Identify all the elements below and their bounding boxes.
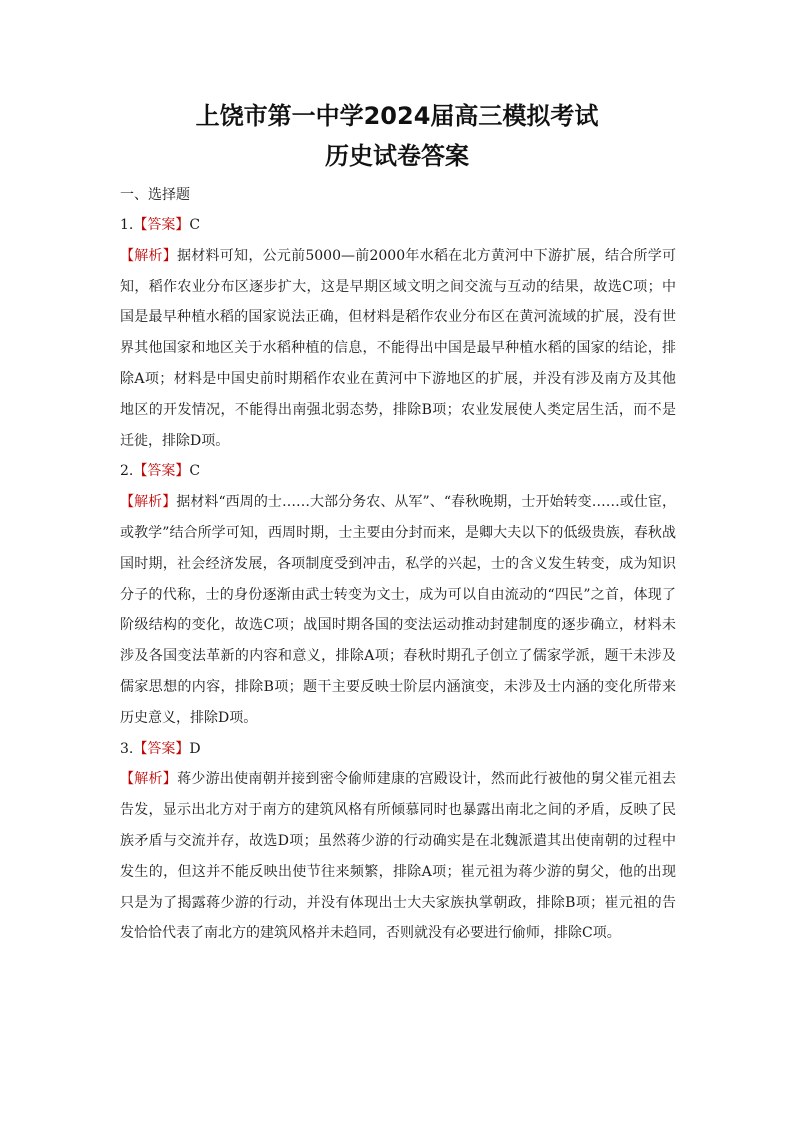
section-heading: 一、选择题 [120, 187, 190, 203]
question-header [120, 456, 676, 487]
analysis-text: 蒋少游出使南朝并接到密令偷师建康的宫殿设计，然而此行被他的舅父崔元祖去告发，显示出北方对于南方的建筑风格有所倾慕同时也暴露出南北之间的矛盾，反映了民族矛盾与交流并存，故选D项；虽然蒋少游的行动确实是在北魏派遣其出使南朝的过程中发生的，但这并不能反映出使节往来频繁，排除A项；崔元祖为蒋少游的舅父，他的出现只是为了揭露蒋少游的行动，并没有体现出士大夫家族执掌朝政，排除B项；崔元祖的告发恰恰代表了南北方的建筑风格并未趋同，否则就没有必要进行偷师，排除C项。 [120, 771, 677, 942]
question-number: 2. [120, 463, 134, 480]
exam-subtitle: 历史试卷答案 [325, 142, 469, 170]
answer-value: C [189, 463, 201, 480]
question-item [120, 210, 676, 456]
answer-value: C [189, 217, 201, 233]
answer-label: 【答案】 [133, 217, 190, 233]
questions-list [120, 210, 676, 949]
analysis-text: 据材料“西周的士……大部分务农、从军”、“春秋晚期，士开始转变……或仕宦，或教学”结合所学可知，西周时期，士主要由分封而来，是卿大夫以下的低级贵族，春秋战国时期，社会经济发展，各项制度受到冲击，私学的兴起，士的含义发生转变，成为知识分子的代称，士的身份逐渐由武士转变为文士，成为可以自由流动的“四民”之首，体现了阶级结构的变化，故选C项；战国时期各国的变法运动推动封建制度的逐步确立，材料未涉及各国变法革新的内容和意义，排除A项；春秋时期孔子创立了儒家学派，题干未涉及儒家思想的内容，排除B项；题干主要反映士阶层内涵演变，未涉及士内涵的变化所带来历史意义，排除D项。 [120, 494, 676, 726]
question-item [120, 734, 676, 950]
question-header [120, 734, 676, 765]
analysis-label: 【解析】 [120, 247, 178, 264]
question-item [120, 456, 676, 733]
analysis-text: 据材料可知，公元前5000—前2000年水稻在北方黄河中下游扩展，结合所学可知，稻作农业分布区逐步扩大，这是早期区域文明之间交流与互动的结果，故选C项；中国是最早种植水稻的国家说法正确，但材料是稻作农业分布区在黄河流域的扩展，没有世界其他国家和地区关于水稻种植的信息，不能得出中国是最早种植水稻的国家的结论，排除A项；材料是中国史前时期稻作农业在黄河中下游地区的扩展，并没有涉及南方及其他地区的开发情况，不能得出南强北弱态势，排除B项；农业发展使人类定居生活，而不是迁徙，排除D项。 [120, 247, 676, 449]
analysis-label: 【解析】 [120, 771, 178, 788]
analysis-label: 【解析】 [120, 494, 177, 511]
answer-label: 【答案】 [133, 740, 190, 757]
answer-label: 【答案】 [133, 463, 190, 480]
analysis-paragraph [120, 487, 676, 733]
question-header [120, 210, 676, 241]
analysis-paragraph [120, 764, 676, 949]
exam-title: 上饶市第一中学2024届高三模拟考试 [195, 102, 599, 130]
answer-value: D [189, 740, 201, 757]
analysis-paragraph [120, 241, 676, 457]
question-number: 1. [120, 217, 134, 233]
question-number: 3. [120, 740, 134, 757]
